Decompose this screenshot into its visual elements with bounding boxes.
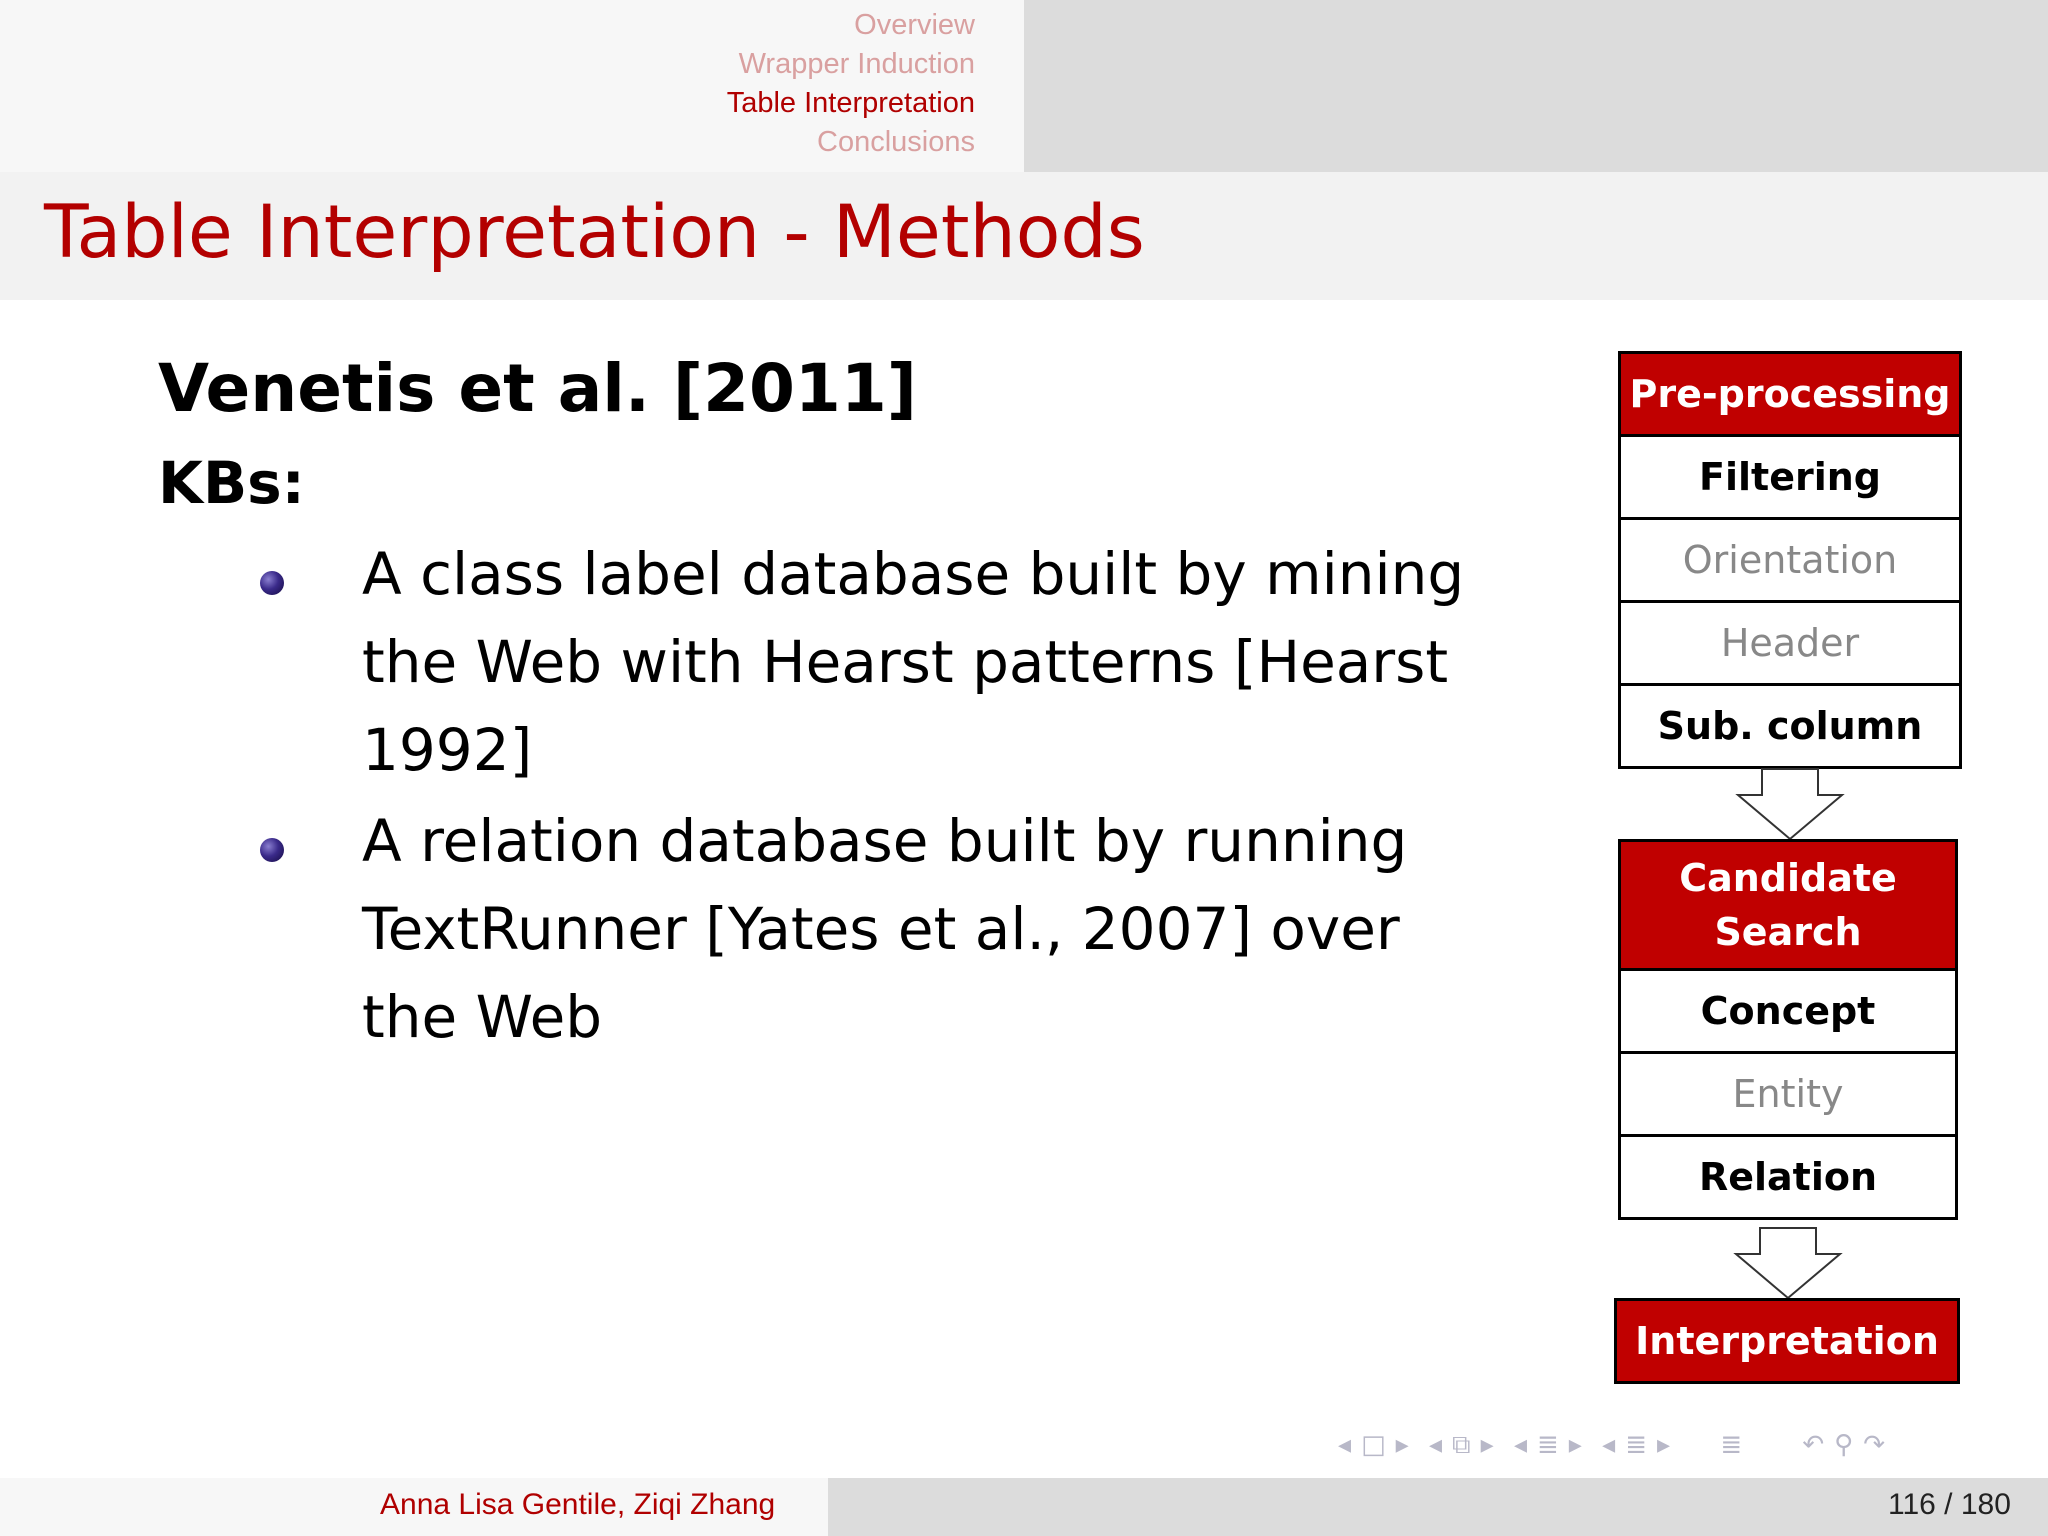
bullet-icon	[260, 838, 284, 862]
candidate-search-label: Candidate Search	[1679, 856, 1897, 954]
relation-box: Relation	[1618, 1134, 1958, 1220]
part-icon[interactable]: ≣	[1625, 1430, 1649, 1460]
candidate-search-box	[1618, 839, 1958, 971]
header-right-panel	[1024, 0, 2048, 172]
footer-authors: Anna Lisa Gentile, Ziqi Zhang	[380, 1488, 776, 1521]
concept-box: Concept	[1618, 968, 1958, 1054]
search-icon[interactable]: ⚲	[1834, 1430, 1856, 1460]
bullet-text-1: A class label database built by mining the Web with Hearst patterns [Hearst 1992]	[362, 540, 1465, 784]
preprocessing-box: Pre-processing	[1618, 351, 1962, 437]
nav-item-conclusions[interactable]: Conclusions	[817, 126, 975, 158]
nav-item-wrapper-induction[interactable]: Wrapper Induction	[738, 48, 975, 80]
part-next-icon[interactable]: ▸	[1656, 1430, 1673, 1460]
bullet-icon	[260, 571, 284, 595]
subsection-icon[interactable]: ⧉	[1452, 1430, 1473, 1460]
beamer-navigation	[1338, 1430, 1895, 1461]
filtering-box: Filtering	[1618, 434, 1962, 520]
orientation-box: Orientation	[1618, 517, 1962, 603]
frame-icon[interactable]: □	[1361, 1430, 1388, 1460]
section-icon[interactable]: ≣	[1537, 1430, 1561, 1460]
subcolumn-box: Sub. column	[1618, 683, 1962, 769]
footer-right-panel	[828, 1478, 2048, 1536]
forward-icon[interactable]: ↷	[1863, 1430, 1888, 1460]
slide-title: Table Interpretation - Methods	[44, 190, 1145, 275]
subsection-next-icon[interactable]: ▸	[1480, 1430, 1496, 1460]
header-box: Header	[1618, 600, 1962, 686]
section-next-icon[interactable]: ▸	[1568, 1430, 1584, 1460]
reference-heading: Venetis et al. [2011]	[158, 350, 917, 427]
interpretation-box: Interpretation	[1614, 1298, 1960, 1384]
page-number: 116 / 180	[1888, 1488, 2011, 1521]
down-arrow-icon	[1734, 767, 1846, 841]
part-prev-icon[interactable]: ◂	[1602, 1430, 1618, 1460]
section-prev-icon[interactable]: ◂	[1513, 1430, 1529, 1460]
subsection-prev-icon[interactable]: ◂	[1428, 1430, 1445, 1460]
down-arrow-icon	[1732, 1226, 1844, 1300]
entity-box: Entity	[1618, 1051, 1958, 1137]
frame-prev-icon[interactable]: ◂	[1338, 1430, 1354, 1460]
back-icon[interactable]: ↶	[1802, 1430, 1827, 1460]
nav-item-overview[interactable]: Overview	[854, 9, 975, 41]
nav-item-table-interpretation[interactable]: Table Interpretation	[726, 87, 975, 119]
align-icon[interactable]: ≣	[1720, 1430, 1745, 1460]
kbs-heading: KBs:	[158, 449, 305, 517]
frame-next-icon[interactable]: ▸	[1395, 1430, 1411, 1460]
section-navigation	[727, 6, 975, 162]
bullet-text-2: A relation database built by running TextRunner [Yates et al., 2007] over the Web	[362, 807, 1408, 1051]
